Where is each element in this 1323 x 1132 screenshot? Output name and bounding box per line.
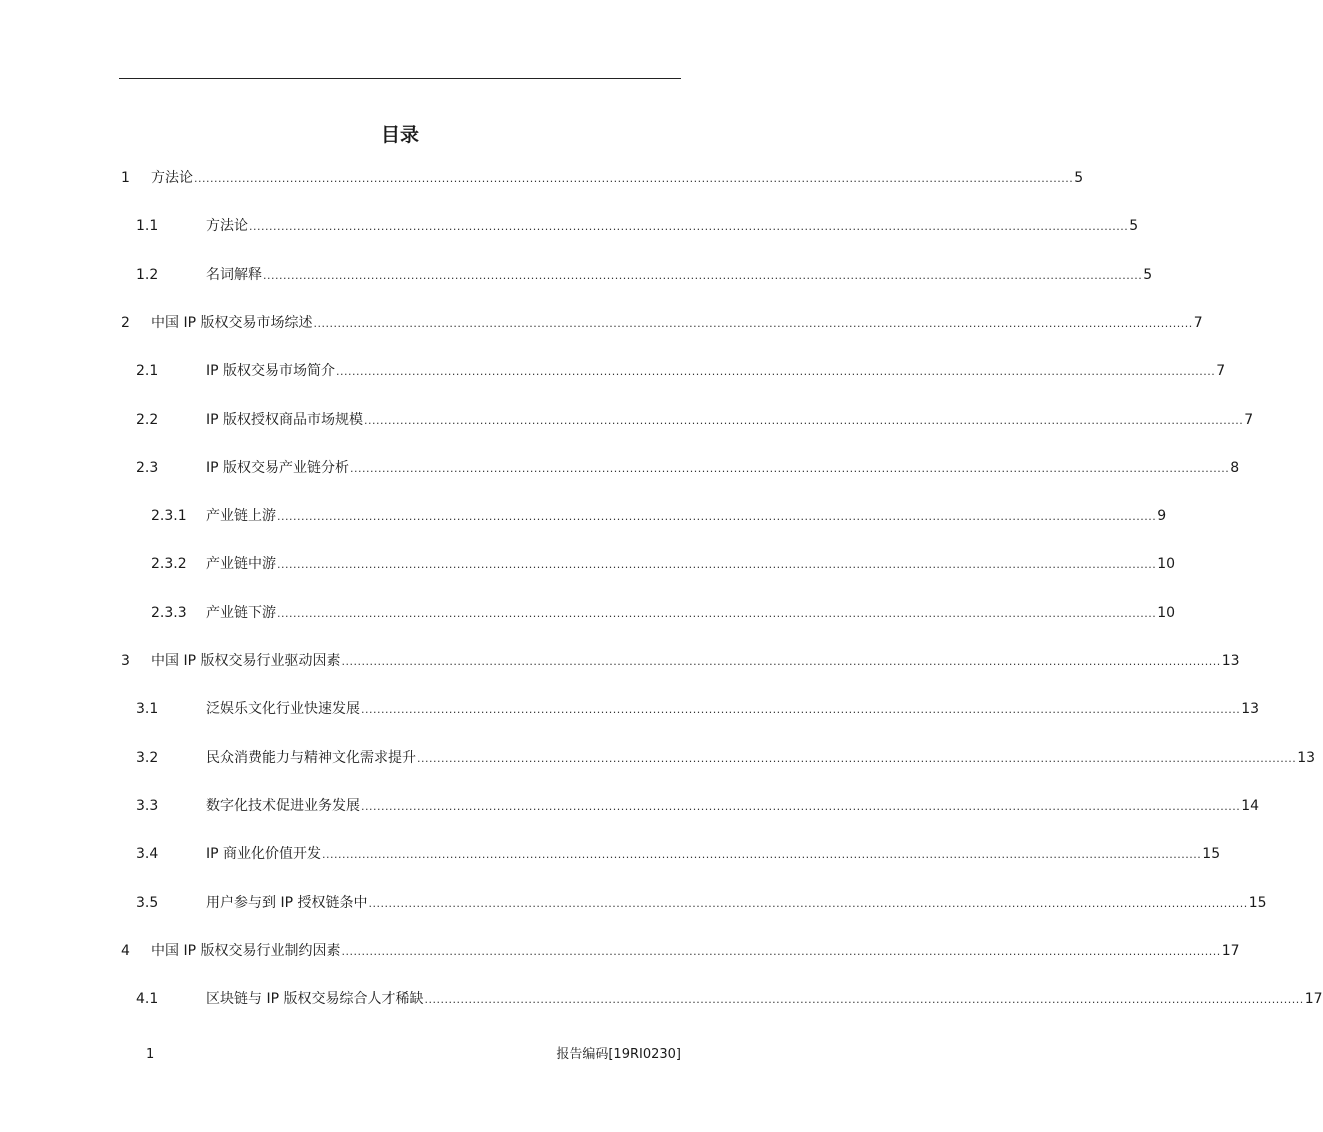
- toc-entry-number: 3.2: [136, 750, 159, 766]
- toc-entry-page: 13: [1221, 653, 1240, 669]
- toc-entry-page: 15: [1248, 895, 1267, 911]
- toc-entry-number: 2.1: [136, 363, 159, 379]
- toc-entry-title: 方法论: [151, 170, 193, 186]
- toc-entry-number: 4: [121, 943, 130, 959]
- dot-leader: ............................................................................................................................................................................................................................: [194, 172, 1074, 185]
- toc-entry-number: 2.3.1: [151, 508, 187, 524]
- toc-entry[interactable]: [0, 506, 1167, 526]
- dot-leader: ............................................................................................................................................................................................................................: [341, 945, 1221, 958]
- footer-report-code: 报告编码[19RI0230]: [556, 1047, 681, 1062]
- toc-entry-page: 5: [1143, 267, 1153, 283]
- toc-entry-title: IP 版权授权商品市场规模: [206, 412, 364, 428]
- toc-entry-title: 数字化技术促进业务发展: [206, 798, 360, 814]
- toc-entry[interactable]: [0, 748, 1316, 768]
- dot-leader: ............................................................................................................................................................................................................................: [350, 462, 1230, 475]
- toc-title: 目录: [380, 124, 419, 146]
- toc-entry-number: 2.3.2: [151, 556, 187, 572]
- toc-entry-page: 13: [1297, 750, 1316, 766]
- toc-entry-number: 1: [121, 170, 130, 186]
- dot-leader: ............................................................................................................................................................................................................................: [263, 269, 1143, 282]
- toc-entry-page: 10: [1157, 556, 1176, 572]
- toc-entry-page: 8: [1230, 460, 1240, 476]
- dot-leader: ............................................................................................................................................................................................................................: [368, 897, 1248, 910]
- dot-leader: ............................................................................................................................................................................................................................: [361, 800, 1241, 813]
- toc-entry-title: 中国 IP 版权交易市场综述: [151, 315, 313, 331]
- footer-page-number: 1: [146, 1047, 155, 1062]
- toc-entry-title: 泛娱乐文化行业快速发展: [206, 701, 360, 717]
- toc-entry-title: IP 版权交易产业链分析: [206, 460, 350, 476]
- toc-entry-page: 14: [1241, 798, 1260, 814]
- toc-entry-number: 3.1: [136, 701, 159, 717]
- dot-leader: ............................................................................................................................................................................................................................: [417, 752, 1297, 765]
- toc-entry[interactable]: [0, 410, 1254, 430]
- dot-leader: ............................................................................................................................................................................................................................: [277, 607, 1157, 620]
- dot-leader: ............................................................................................................................................................................................................................: [277, 510, 1157, 523]
- toc-entry-title: 产业链中游: [206, 556, 276, 572]
- toc-entry[interactable]: [0, 216, 1139, 236]
- toc-entry-title: 方法论: [206, 218, 248, 234]
- toc-entry[interactable]: [0, 458, 1240, 478]
- dot-leader: ............................................................................................................................................................................................................................: [424, 993, 1304, 1006]
- toc-entry-page: 7: [1244, 412, 1254, 428]
- toc-entry-number: 2.3: [136, 460, 159, 476]
- toc-entry-page: 17: [1304, 991, 1323, 1007]
- toc-entry[interactable]: [0, 941, 1240, 961]
- toc-entry-number: 2: [121, 315, 130, 331]
- toc-entry[interactable]: [0, 796, 1260, 816]
- toc-entry-page: 5: [1074, 170, 1084, 186]
- toc-entry[interactable]: [0, 168, 1084, 188]
- toc-entry-page: 17: [1221, 943, 1240, 959]
- toc-entry[interactable]: [0, 893, 1267, 913]
- toc-entry-number: 2.3.3: [151, 605, 187, 621]
- toc-entry-page: 7: [1193, 315, 1203, 331]
- toc-entry-page: 5: [1129, 218, 1139, 234]
- toc-entry-number: 1.1: [136, 218, 159, 234]
- toc-entry-title: 中国 IP 版权交易行业驱动因素: [151, 653, 341, 669]
- toc-entry-title: 产业链上游: [206, 508, 276, 524]
- dot-leader: ............................................................................................................................................................................................................................: [277, 558, 1157, 571]
- dot-leader: ............................................................................................................................................................................................................................: [336, 365, 1216, 378]
- toc-entry-page: 15: [1202, 846, 1221, 862]
- toc-entry-page: 7: [1216, 363, 1226, 379]
- toc-entry-number: 3.5: [136, 895, 159, 911]
- toc-entry-number: 3: [121, 653, 130, 669]
- toc-entry[interactable]: [0, 265, 1153, 285]
- toc-entry[interactable]: [0, 651, 1240, 671]
- toc-entry[interactable]: [0, 361, 1226, 381]
- dot-leader: ............................................................................................................................................................................................................................: [313, 317, 1193, 330]
- toc-entry-title: 区块链与 IP 版权交易综合人才稀缺: [206, 991, 424, 1007]
- toc-entry-title: IP 商业化价值开发: [206, 846, 322, 862]
- toc-entry-title: 中国 IP 版权交易行业制约因素: [151, 943, 341, 959]
- dot-leader: ............................................................................................................................................................................................................................: [322, 848, 1202, 861]
- dot-leader: ............................................................................................................................................................................................................................: [341, 655, 1221, 668]
- toc-entry[interactable]: [0, 844, 1221, 864]
- toc-entry-title: 用户参与到 IP 授权链条中: [206, 895, 368, 911]
- toc-entry-title: 民众消费能力与精神文化需求提升: [206, 750, 416, 766]
- toc-entry[interactable]: [0, 989, 1323, 1009]
- toc-entry-title: 产业链下游: [206, 605, 276, 621]
- toc-entry-title: 名词解释: [206, 267, 262, 283]
- toc-entry[interactable]: [0, 313, 1203, 333]
- toc-entry-number: 4.1: [136, 991, 159, 1007]
- dot-leader: ............................................................................................................................................................................................................................: [249, 220, 1129, 233]
- dot-leader: ............................................................................................................................................................................................................................: [364, 414, 1244, 427]
- toc-entry-title: IP 版权交易市场简介: [206, 363, 336, 379]
- toc-entry-page: 9: [1157, 508, 1167, 524]
- toc-entry-number: 3.3: [136, 798, 159, 814]
- toc-entry-number: 1.2: [136, 267, 159, 283]
- toc-entry-page: 13: [1241, 701, 1260, 717]
- toc-entry[interactable]: [0, 603, 1176, 623]
- dot-leader: ............................................................................................................................................................................................................................: [361, 703, 1241, 716]
- toc-entry[interactable]: [0, 554, 1176, 574]
- toc-entry-number: 2.2: [136, 412, 159, 428]
- toc-entry[interactable]: [0, 699, 1260, 719]
- toc-entry-number: 3.4: [136, 846, 159, 862]
- toc-entry-page: 10: [1157, 605, 1176, 621]
